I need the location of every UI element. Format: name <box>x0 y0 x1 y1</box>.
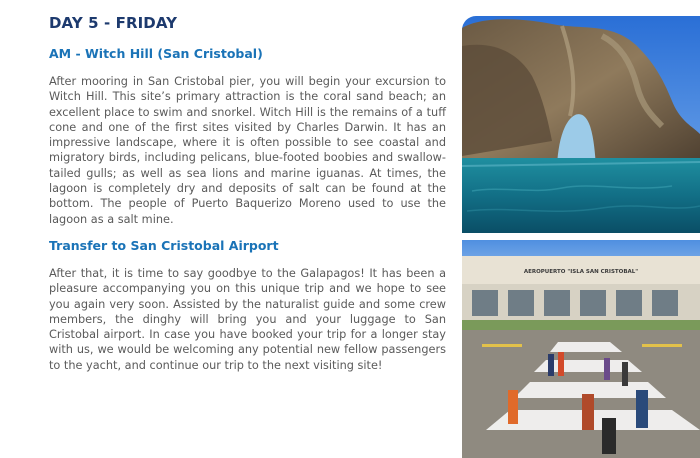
transfer-description: After that, it is time to say goodbye to the Galapagos! It has been a pleasure accompanying you on this unique trip and we hope to see you again very soon. Assisted by the naturalist guide and some crew members, the dinghy will bring you and your luggage to San Cristobal airport. In case you have booked your trip for a longer stay with us, we would be welcoming any potential new fellow passengers to the yacht, and continue our trip to the next visiting site! <box>49 266 446 372</box>
am-activity-heading: AM - Witch Hill (San Cristobal) <box>49 46 263 61</box>
airport-sign-text: AEROPUERTO "ISLA SAN CRISTOBAL" <box>523 269 639 275</box>
itinerary-text <box>49 12 446 373</box>
transfer-heading: Transfer to San Cristobal Airport <box>49 237 279 253</box>
am-activity-description: After mooring in San Cristobal pier, you will begin your excursion to Witch Hill. This site’s primary attraction is the coral sand beach; an excellent place to swim and snorkel. Witch Hill is the remains of a tuff cone and one of the first sites visited by Charles Darwin. It has an impressive landscape, where it is often possible to see coastal and migratory birds, including pelicans, blue-footed boobies and swallow-tailed gulls; as well as sea lions and marine iguanas. At times, the lagoon is completely dry and deposits of salt can be found at the bottom. The people of Puerto Baquerizo Moreno used to use the lagoon as a salt mine. <box>49 75 446 226</box>
day-title: DAY 5 - FRIDAY <box>49 14 178 32</box>
san-cristobal-airport-photo <box>462 240 700 458</box>
witch-hill-rock-arch-photo <box>462 16 700 233</box>
